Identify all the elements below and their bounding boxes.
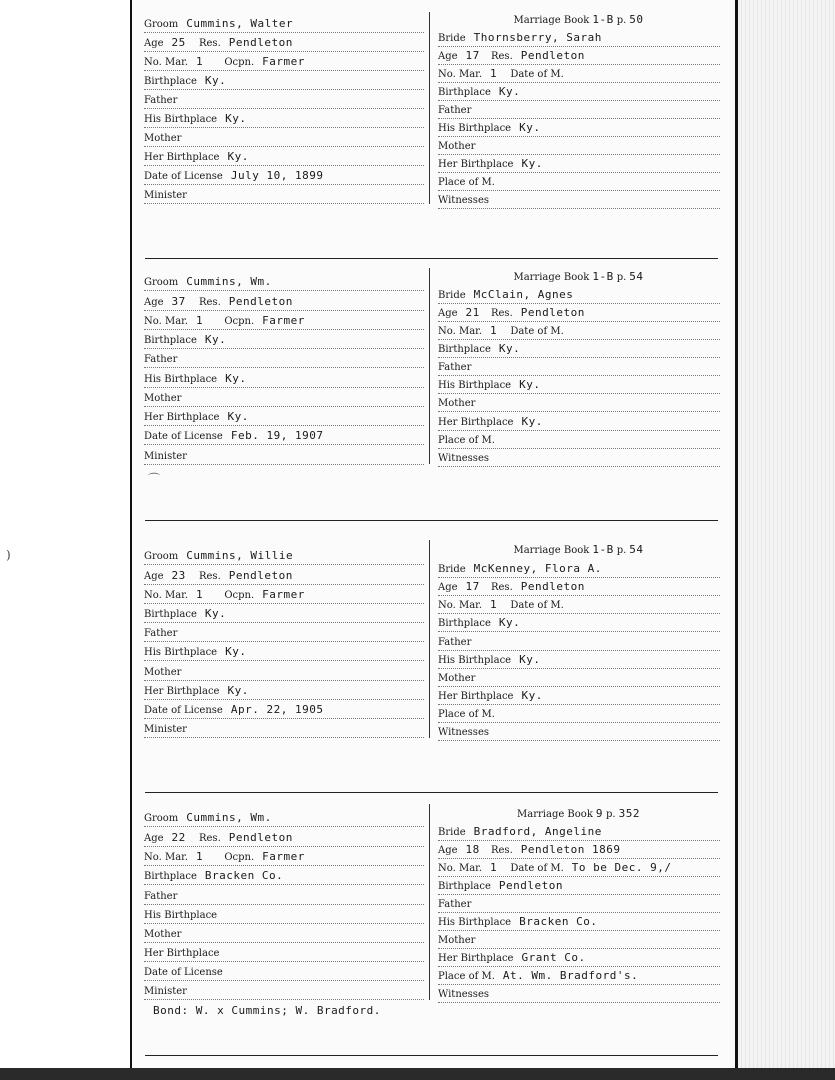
bride-name-field: Bride Thornsberry, Sarah xyxy=(438,30,720,47)
record-separator xyxy=(145,1055,718,1056)
place-of-marriage-field: Place of M. xyxy=(438,174,720,191)
bride-no-mar-date-field: No. Mar. 1 Date of M. xyxy=(438,66,720,83)
bride-name-field: Bride McClain, Agnes xyxy=(438,287,720,304)
margin-mark: ) xyxy=(6,548,11,562)
bride-age-res-field: Age 17 Res. Pendleton xyxy=(438,579,720,596)
groom-father-field: Father xyxy=(144,92,424,109)
date-of-license-field: Date of License July 10, 1899 xyxy=(144,168,424,185)
bride-no-mar-date-field: No. Mar. 1 Date of M. xyxy=(438,597,720,614)
bride-mother-birthplace-field: Her Birthplace Ky. xyxy=(438,414,720,431)
groom-age-res-field: Age 23 Res. Pendleton xyxy=(144,568,424,585)
place-of-marriage-field: Place of M. At. Wm. Bradford's. xyxy=(438,968,720,985)
groom-mother-field: Mother xyxy=(144,664,424,681)
groom-name-field: Groom Cummins, Wm. xyxy=(144,810,424,827)
page-left-border xyxy=(130,0,132,1068)
groom-father-birthplace-field: His Birthplace Ky. xyxy=(144,111,424,128)
bride-father-field: Father xyxy=(438,896,720,913)
bride-no-mar-date-field: No. Mar. 1 Date of M. To be Dec. 9,/ xyxy=(438,860,720,877)
groom-no-mar-ocpn-field: No. Mar. 1 Ocpn. Farmer xyxy=(144,849,424,866)
groom-mother-field: Mother xyxy=(144,390,424,407)
minister-field: Minister xyxy=(144,187,424,204)
record-separator xyxy=(145,520,718,521)
bride-age-res-field: Age 21 Res. Pendleton xyxy=(438,305,720,322)
groom-father-birthplace-field: His Birthplace Ky. xyxy=(144,371,424,388)
bride-birthplace-field: Birthplace Ky. xyxy=(438,341,720,358)
bride-mother-birthplace-field: Her Birthplace Ky. xyxy=(438,688,720,705)
groom-mother-birthplace-field: Her Birthplace Ky. xyxy=(144,683,424,700)
witnesses-field: Witnesses xyxy=(438,450,720,467)
bride-father-birthplace-field: His Birthplace Ky. xyxy=(438,377,720,394)
bride-name-field: Bride McKenney, Flora A. xyxy=(438,561,720,578)
groom-name-field: Groom Cummins, Willie xyxy=(144,548,424,565)
groom-father-field: Father xyxy=(144,888,424,905)
bride-father-field: Father xyxy=(438,102,720,119)
bride-mother-birthplace-field: Her Birthplace Grant Co. xyxy=(438,950,720,967)
groom-birthplace-field: Birthplace Bracken Co. xyxy=(144,868,424,885)
column-divider xyxy=(429,12,430,204)
witnesses-field: Witnesses xyxy=(438,724,720,741)
pen-mark: ⌒ xyxy=(148,472,161,486)
bride-birthplace-field: Birthplace Pendleton xyxy=(438,878,720,895)
groom-father-field: Father xyxy=(144,351,424,368)
record-separator xyxy=(145,258,718,259)
marriage-book-ref: Marriage Book 1-B p. 54 xyxy=(513,543,644,556)
groom-mother-field: Mother xyxy=(144,130,424,147)
date-of-license-field: Date of License Apr. 22, 1905 xyxy=(144,702,424,719)
column-divider xyxy=(429,268,430,464)
bride-age-res-field: Age 18 Res. Pendleton 1869 xyxy=(438,842,720,859)
bride-age-res-field: Age 17 Res. Pendleton xyxy=(438,48,720,65)
bride-father-field: Father xyxy=(438,359,720,376)
bond-note: Bond: W. x Cummins; W. Bradford. xyxy=(153,1004,381,1017)
bride-father-birthplace-field: His Birthplace Bracken Co. xyxy=(438,914,720,931)
bride-mother-birthplace-field: Her Birthplace Ky. xyxy=(438,156,720,173)
marriage-book-ref: Marriage Book 1-B p. 50 xyxy=(513,13,644,26)
minister-field: Minister xyxy=(144,983,424,1000)
witnesses-field: Witnesses xyxy=(438,192,720,209)
groom-name-field: Groom Cummins, Walter xyxy=(144,16,424,33)
groom-age-res-field: Age 22 Res. Pendleton xyxy=(144,830,424,847)
bride-birthplace-field: Birthplace Ky. xyxy=(438,84,720,101)
bride-birthplace-field: Birthplace Ky. xyxy=(438,615,720,632)
place-of-marriage-field: Place of M. xyxy=(438,432,720,449)
groom-father-birthplace-field: His Birthplace xyxy=(144,907,424,924)
groom-mother-field: Mother xyxy=(144,926,424,943)
column-divider xyxy=(429,804,430,1000)
bride-mother-field: Mother xyxy=(438,395,720,412)
groom-mother-birthplace-field: Her Birthplace xyxy=(144,945,424,962)
column-divider xyxy=(429,540,430,738)
bride-father-field: Father xyxy=(438,634,720,651)
bride-mother-field: Mother xyxy=(438,138,720,155)
date-of-license-field: Date of License xyxy=(144,964,424,981)
groom-age-res-field: Age 25 Res. Pendleton xyxy=(144,35,424,52)
groom-mother-birthplace-field: Her Birthplace Ky. xyxy=(144,149,424,166)
groom-no-mar-ocpn-field: No. Mar. 1 Ocpn. Farmer xyxy=(144,587,424,604)
minister-field: Minister xyxy=(144,448,424,465)
groom-birthplace-field: Birthplace Ky. xyxy=(144,73,424,90)
bride-father-birthplace-field: His Birthplace Ky. xyxy=(438,120,720,137)
place-of-marriage-field: Place of M. xyxy=(438,706,720,723)
groom-birthplace-field: Birthplace Ky. xyxy=(144,332,424,349)
adjacent-page-strip xyxy=(738,0,835,1068)
bride-father-birthplace-field: His Birthplace Ky. xyxy=(438,652,720,669)
date-of-license-field: Date of License Feb. 19, 1907 xyxy=(144,428,424,445)
minister-field: Minister xyxy=(144,721,424,738)
groom-father-birthplace-field: His Birthplace Ky. xyxy=(144,644,424,661)
groom-name-field: Groom Cummins, Wm. xyxy=(144,274,424,291)
bride-mother-field: Mother xyxy=(438,670,720,687)
bride-mother-field: Mother xyxy=(438,932,720,949)
groom-no-mar-ocpn-field: No. Mar. 1 Ocpn. Farmer xyxy=(144,313,424,330)
bride-name-field: Bride Bradford, Angeline xyxy=(438,824,720,841)
groom-no-mar-ocpn-field: No. Mar. 1 Ocpn. Farmer xyxy=(144,54,424,71)
groom-age-res-field: Age 37 Res. Pendleton xyxy=(144,294,424,311)
marriage-book-ref: Marriage Book 1-B p. 54 xyxy=(513,270,644,283)
bride-no-mar-date-field: No. Mar. 1 Date of M. xyxy=(438,323,720,340)
witnesses-field: Witnesses xyxy=(438,986,720,1003)
scan-bottom-border xyxy=(0,1068,835,1080)
page-right-border xyxy=(735,0,738,1070)
groom-father-field: Father xyxy=(144,625,424,642)
record-separator xyxy=(145,792,718,793)
groom-mother-birthplace-field: Her Birthplace Ky. xyxy=(144,409,424,426)
marriage-book-ref: Marriage Book 9 p. 352 xyxy=(517,807,640,820)
groom-birthplace-field: Birthplace Ky. xyxy=(144,606,424,623)
